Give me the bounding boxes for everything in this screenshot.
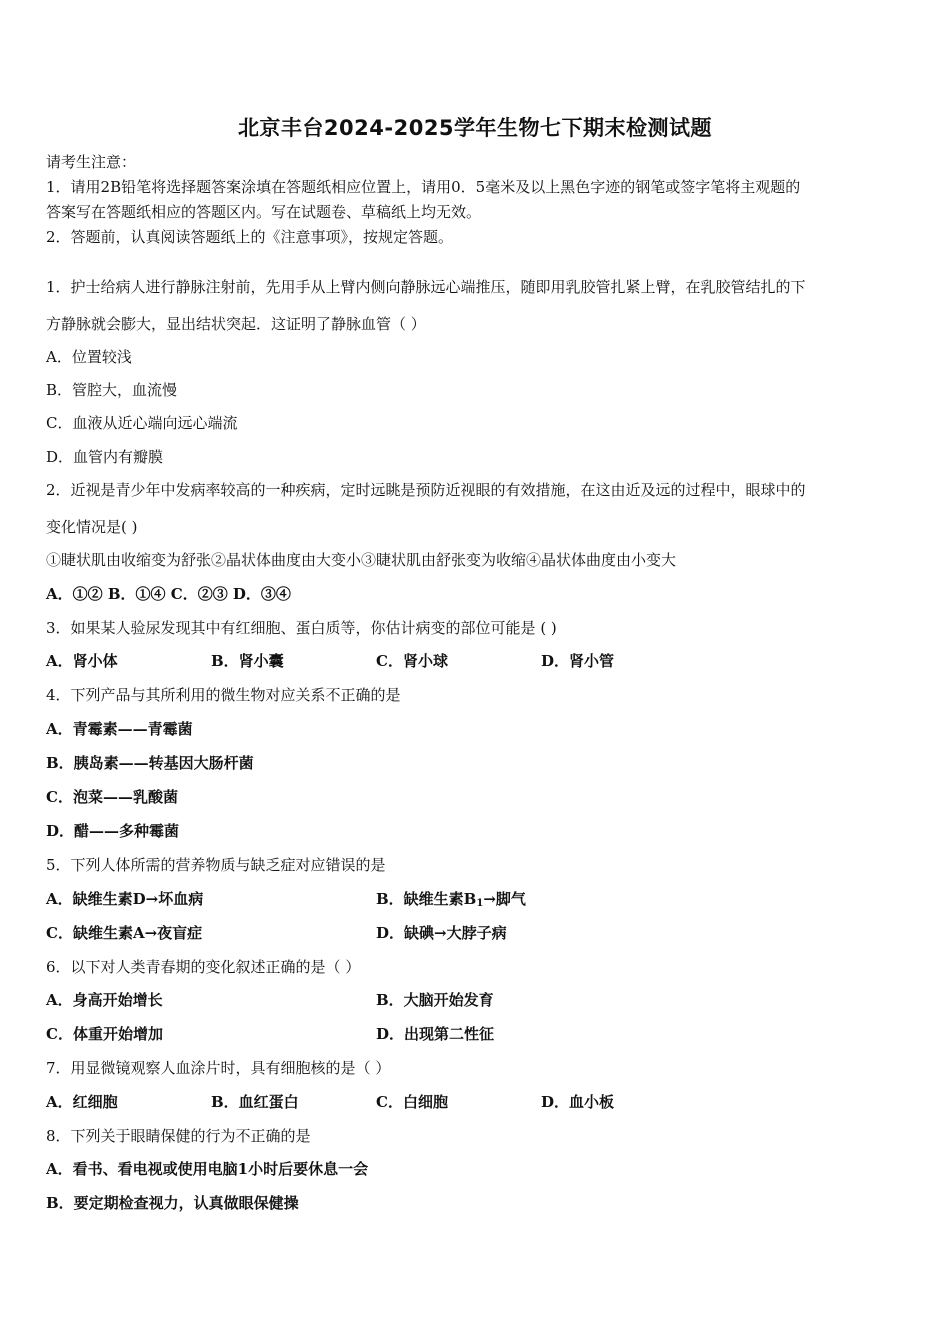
q2-stem-line-1: 2．近视是青少年中发病率较高的一种疾病，定时远眺是预防近视眼的有效措施，在这由近及远的过程中，眼球中的 [46, 481, 806, 499]
q8-option-b: B．要定期检查视力，认真做眼保健操 [46, 1194, 299, 1212]
q4-option-d: D．醋——多种霉菌 [46, 822, 180, 840]
q1-option-b: B．管腔大，血流慢 [46, 381, 178, 399]
q7-option-a: A．红细胞 [46, 1093, 118, 1111]
q4-option-a: A．青霉素——青霉菌 [46, 720, 193, 738]
q6-option-d: D．出现第二性征 [376, 1025, 495, 1043]
q8-stem: 8．下列关于眼睛保健的行为不正确的是 [46, 1127, 311, 1145]
q2-options: A．①② B．①④ C．②③ D．③④ [46, 585, 291, 603]
q5-option-b-subscript: 1 [476, 898, 484, 909]
q7-option-c: C．白细胞 [376, 1093, 448, 1111]
q1-stem-line-2: 方静脉就会膨大，显出结状突起．这证明了静脉血管（ ） [46, 315, 426, 333]
q5-option-c: C．缺维生素A→夜盲症 [46, 924, 203, 942]
q2-stem-line-2: 变化情况是( ) [46, 518, 138, 536]
q1-option-c: C．血液从近心端向远心端流 [46, 414, 238, 432]
q1-option-a: A．位置较浅 [46, 348, 132, 366]
q5-option-b-post: →脚气 [483, 890, 526, 908]
q3-option-c: C．肾小球 [376, 652, 448, 670]
q7-option-b: B．血红蛋白 [211, 1093, 299, 1111]
notice-item-2: 2．答题前，认真阅读答题纸上的《注意事项》，按规定答题。 [46, 228, 454, 246]
q5-stem: 5．下列人体所需的营养物质与缺乏症对应错误的是 [46, 856, 386, 874]
q3-option-a: A．肾小体 [46, 652, 118, 670]
q5-option-a: A．缺维生素D→坏血病 [46, 890, 204, 908]
q3-stem: 3．如果某人验尿发现其中有红细胞、蛋白质等，你估计病变的部位可能是 ( ) [46, 619, 557, 637]
q1-option-d: D．血管内有瓣膜 [46, 448, 164, 466]
q3-option-b: B．肾小囊 [211, 652, 284, 670]
q5-option-b [376, 889, 526, 914]
notice-item-1-line-1: 1．请用2B铅笔将选择题答案涂填在答题纸相应位置上，请用0．5毫米及以上黑色字迹的钢笔或签字笔将主观题的 [46, 178, 801, 196]
q6-stem: 6．以下对人类青春期的变化叙述正确的是（ ） [46, 958, 361, 976]
q4-option-c: C．泡菜——乳酸菌 [46, 788, 178, 806]
q8-option-a: A．看书、看电视或使用电脑1小时后要休息一会 [46, 1160, 369, 1178]
q5-option-b-pre: B．缺维生素B [376, 890, 477, 908]
q6-option-a: A．身高开始增长 [46, 991, 163, 1009]
q4-option-b: B．胰岛素——转基因大肠杆菌 [46, 754, 254, 772]
exam-title: 北京丰台2024-2025学年生物七下期末检测试题 [237, 116, 713, 140]
q6-option-b: B．大脑开始发育 [376, 991, 494, 1009]
q5-option-d: D．缺碘→大脖子病 [376, 924, 507, 942]
q4-stem: 4．下列产品与其所利用的微生物对应关系不正确的是 [46, 686, 401, 704]
q6-option-c: C．体重开始增加 [46, 1025, 163, 1043]
q3-option-d: D．肾小管 [541, 652, 615, 670]
q2-statements: ①睫状肌由收缩变为舒张②晶状体曲度由大变小③睫状肌由舒张变为收缩④晶状体曲度由小变大 [46, 551, 677, 569]
q7-option-d: D．血小板 [541, 1093, 615, 1111]
q1-stem-line-1: 1．护士给病人进行静脉注射前，先用手从上臂内侧向静脉远心端推压，随即用乳胶管扎紧上臂，在乳胶管结扎的下 [46, 278, 806, 296]
notice-item-1-line-2: 答案写在答题纸相应的答题区内。写在试题卷、草稿纸上均无效。 [46, 203, 482, 221]
notice-heading: 请考生注意： [46, 153, 137, 171]
q7-stem: 7．用显微镜观察人血涂片时，具有细胞核的是（ ） [46, 1059, 391, 1077]
